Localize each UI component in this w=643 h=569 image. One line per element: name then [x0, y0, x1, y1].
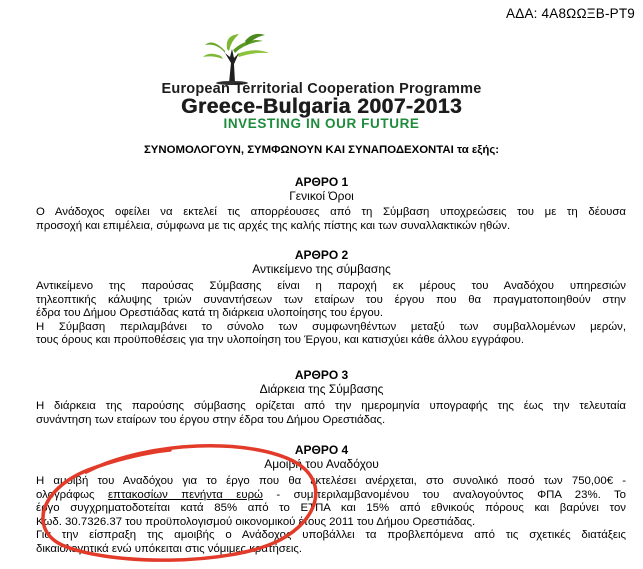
- paragraph-line: [36, 489, 626, 503]
- article-4-heading: [0, 443, 643, 471]
- agreement-intro: ΣΥΝΟΜΟΛΟΓΟΥΝ, ΣΥΜΦΩΝΟΥΝ ΚΑΙ ΣΥΝΑΠΟΔΕΧΟΝΤΑΙ τα εξής:: [143, 144, 500, 156]
- paragraph-line: Η Σύμβαση περιλαμβάνει το σύνολο των συμφωνηθέντων μεταξύ των συμβαλλομένων μερών,: [36, 320, 626, 333]
- paragraph-line: συνάντηση των εταίρων του έργου στην έδρα του Δήμου Ορεστιάδας.: [36, 413, 386, 426]
- article-title: ΑΡΘΡΟ 2: [294, 248, 349, 262]
- article-3-body: [36, 400, 626, 427]
- programme-slogan: INVESTING IN OUR FUTURE: [223, 116, 420, 131]
- paragraph-line: προσοχή και επιμέλεια, σύμφωνα με τις αρχές της καλής πίστης και των συναλλακτικών ηθών.: [36, 219, 511, 232]
- programme-line-2: Greece-Bulgaria 2007-2013: [181, 95, 462, 118]
- paragraph-line: Αντικείμενο της παρούσας Σύμβασης είναι η παροχή εκ μέρους του Αναδόχου υπηρεσιών: [36, 280, 626, 292]
- article-1-body: [36, 206, 626, 233]
- article-title: ΑΡΘΡΟ 1: [294, 175, 349, 189]
- programme-line-1: European Territorial Cooperation Programme: [161, 81, 482, 97]
- article-title: ΑΡΘΡΟ 3: [294, 368, 349, 382]
- paragraph-line: τους όρους και προϋποθέσεις για την υλοποίηση του Έργου, και κατισχύει κάθε άλλου εγγράφου.: [36, 334, 525, 346]
- article-1-heading: [0, 175, 643, 203]
- article-title: ΑΡΘΡΟ 4: [294, 443, 349, 457]
- vat-text: - συμπεριλαμβανομένου του αναλογούντος ΦΠΑ 23%. Το: [262, 488, 627, 501]
- paragraph-line: Για την είσπραξη της αμοιβής ο Ανάδοχος υποβάλλει τα προβλεπόμενα από τις σχετικές διατάξεις: [36, 529, 626, 541]
- amount-in-words-label: ολογράφως: [36, 488, 108, 501]
- paragraph-line: τηλεοπτικής κάλυψης τριών συναντήσεων των εταίρων του έργου που θα πραγματοποιηθούν στην: [36, 293, 626, 306]
- ada-code: ΑΔΑ: 4Α8ΩΩΞΒ-ΡΤ9: [506, 6, 635, 21]
- green-tree-logo-icon: [203, 33, 285, 85]
- article-2-heading: [0, 248, 643, 276]
- article-2-body: [36, 280, 626, 348]
- article-subtitle: Γενικοί Όροι: [289, 189, 354, 203]
- article-3-heading: [0, 368, 643, 396]
- amount-in-words: επτακοσίων πενήντα ευρώ: [107, 488, 263, 501]
- article-4-body: [36, 475, 626, 556]
- article-subtitle: Διάρκεια της Σύμβασης: [259, 382, 384, 396]
- paragraph-line: έδρα του Δήμου Ορεστιάδας κατά τη διάρκεια υλοποίησης του έργου.: [36, 307, 384, 319]
- paragraph-line: Η διάρκεια της παρούσης σύμβασης ορίζεται από την ημερομηνία υπογραφής της έως την τελευταία: [36, 400, 626, 412]
- paragraph-line: δικαιολογητικά ενώ υπόκειται στις νόμιμες κρατήσεις.: [36, 542, 303, 555]
- paragraph-line: έργο συγχρηματοδοτείται κατά 85% από το ΕΤΠΑ και 15% από εθνικούς πόρους και βαρύνει τον: [36, 502, 626, 514]
- paragraph-line: Ο Ανάδοχος οφείλει να εκτελεί τις απορρέουσες από τη Σύμβαση υποχρεώσεις του με τη δέουσα: [36, 206, 626, 218]
- paragraph-line: Κωδ. 30.7326.37 του προϋπολογισμού οικονομικού έτους 2011 του Δήμου Ορεστιάδας.: [36, 515, 476, 528]
- article-subtitle: Αμοιβή του Αναδόχου: [264, 457, 379, 471]
- article-subtitle: Αντικείμενο της σύμβασης: [252, 262, 391, 276]
- paragraph-line: Η αμοιβή του Αναδόχου για το έργο που θα εκτελέσει ανέρχεται, στο συνολικό ποσό των 750,00€ -: [36, 475, 626, 487]
